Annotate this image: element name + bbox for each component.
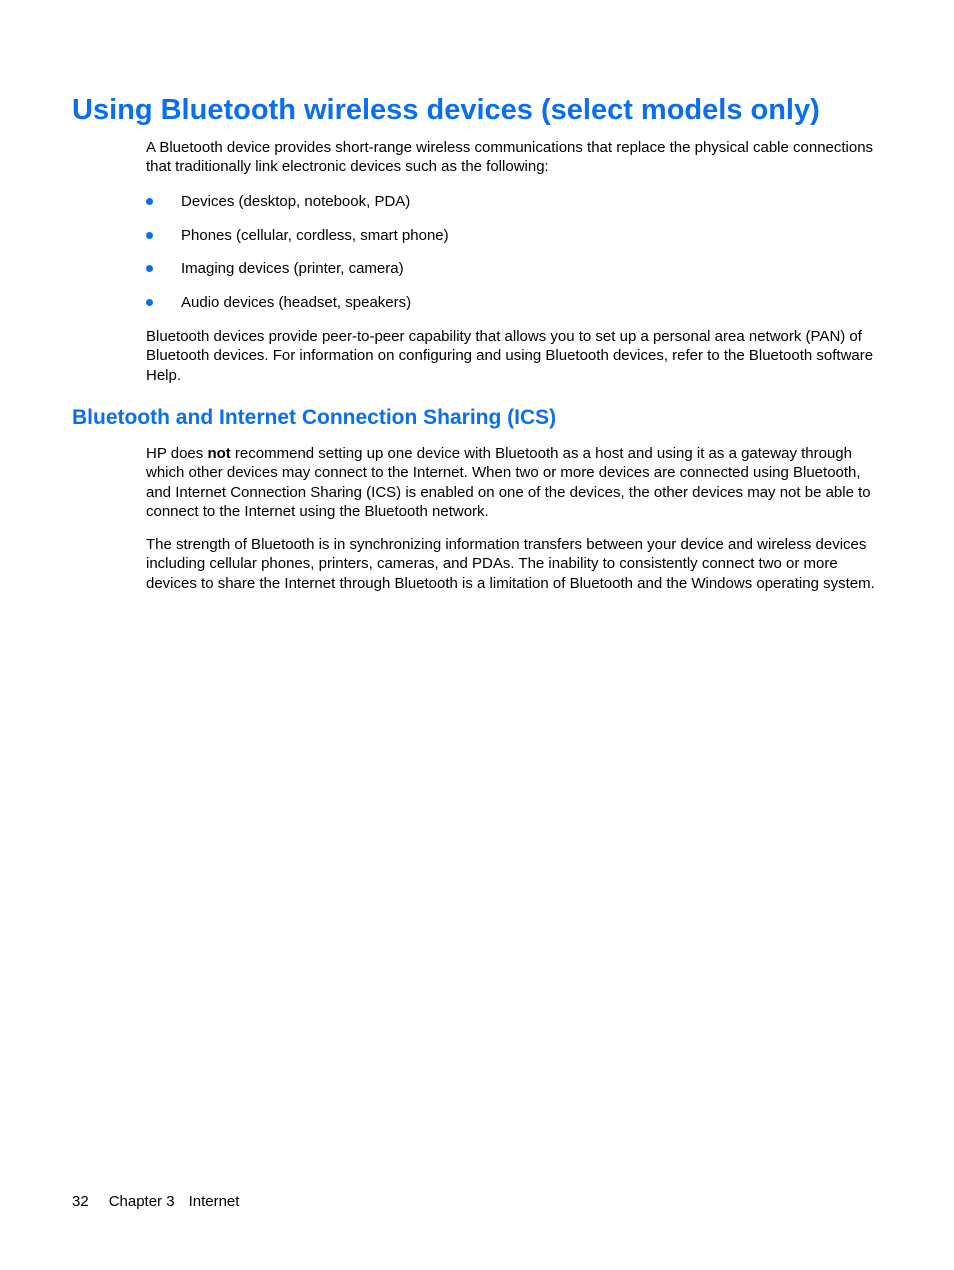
footer-chapter-title: Internet (188, 1193, 240, 1210)
bullet-icon (146, 265, 153, 272)
bullet-icon (146, 232, 153, 239)
page-footer (72, 1192, 239, 1212)
footer-chapter: Chapter 3 (108, 1193, 175, 1210)
list-item-text: Audio devices (headset, speakers) (181, 293, 412, 311)
ics-text-bold: not (207, 445, 231, 462)
list-item-text: Phones (cellular, cordless, smart phone) (181, 226, 449, 244)
list-item (146, 192, 449, 211)
ics-text-post: recommend setting up one device with Bluetooth as a host and using it as a gateway through which other devices may connect to the Internet. When two or more devices are connected using Bluetooth, and Internet Connection Sharing (ICS) is enabled on one of the devices, the other devices may not be able to connect to the Internet using the Bluetooth network. (146, 445, 871, 520)
page-number: 32 (72, 1193, 89, 1210)
bullet-icon (146, 198, 153, 205)
page-title: Using Bluetooth wireless devices (select models only) (72, 94, 820, 126)
device-type-list (146, 192, 449, 326)
intro-paragraph: A Bluetooth device provides short-range wireless communications that replace the physical cable connections that traditionally link electronic devices such as the following: (146, 139, 874, 176)
bullet-icon (146, 299, 153, 306)
pan-paragraph: Bluetooth devices provide peer-to-peer capability that allows you to set up a personal area network (PAN) of Bluetooth devices. For information on configuring and using Bluetooth devices, refer to the Bluetooth software Help. (146, 328, 874, 384)
list-item-text: Devices (desktop, notebook, PDA) (181, 193, 411, 210)
ics-text-pre: HP does (146, 445, 208, 462)
section-heading: Bluetooth and Internet Connection Sharing (ICS) (72, 406, 557, 429)
list-item (146, 226, 449, 245)
list-item (146, 293, 449, 312)
list-item-text: Imaging devices (printer, camera) (181, 260, 404, 278)
ics-paragraph (146, 444, 876, 521)
list-item (146, 259, 449, 278)
strength-paragraph: The strength of Bluetooth is in synchronizing information transfers between your device and wireless devices including cellular phones, printers, cameras, and PDAs. The inability to consistently connect two or more devices to share the Internet through Bluetooth is a limitation of Bluetooth and the Windows operating system. (146, 536, 875, 592)
